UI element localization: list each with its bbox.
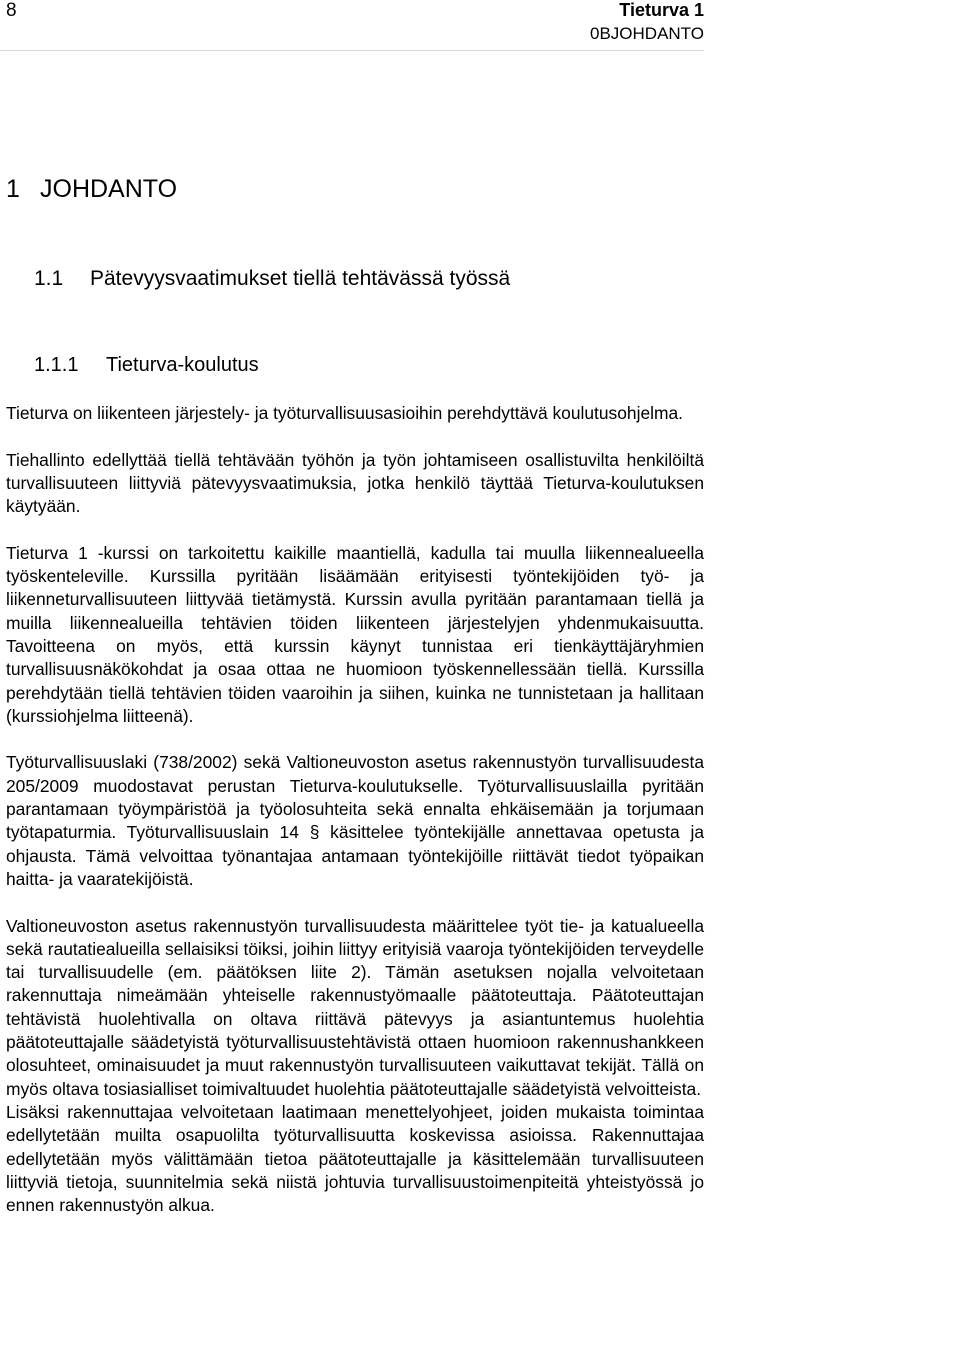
section-title: Pätevyysvaatimukset tiellä tehtävässä työssä	[90, 267, 511, 290]
section-number: 1.1	[34, 267, 64, 290]
subsection-heading	[34, 354, 259, 377]
paragraph-developer: Lisäksi rakennuttajaa velvoitetaan laatimaan menettelyohjeet, joiden mukaista toimintaa edellytetään muilta osapuolilta työturvallisuutta koskevissa asioissa. Rakennuttajaa edellytetään myös välittämään tietoa päätoteuttajalle ja käsittelemään turvallisuuteen liittyviä tietoja, suunnitelmia sekä niistä johtuvia turvallisuustoimenpiteitä yhteistyössä jo ennen rakennustyön alkua.	[6, 1101, 704, 1216]
running-title: Tieturva 1	[619, 0, 704, 20]
paragraph-requirements: Tiehallinto edellyttää tiellä tehtävään työhön ja työn johtamiseen osallistuvilta henkilöiltä turvallisuuteen liittyviä pätevyysvaatimuksia, jotka henkilö täyttää Tieturva-koulutuksen käytyään.	[6, 449, 704, 517]
header-rule	[0, 50, 704, 51]
running-section: 0BJOHDANTO	[590, 24, 704, 43]
paragraph-law: Työturvallisuuslaki (738/2002) sekä Valtioneuvoston asetus rakennustyön turvallisuudesta 205/2009 muodostavat perustan Tieturva-koulutukselle. Työturvallisuuslailla pyritään parantamaan työympäristöä ja työolosuhteita sekä ennalta ehkäisemään ja torjumaan työtapaturmia. Työturvallisuuslain 14 § käsittelee työntekijälle annettavaa opetusta ja ohjausta. Tämä velvoittaa työnantajaa antamaan työntekijöille riittävät tiedot työpaikan haitta- ja vaaratekijöistä.	[6, 752, 704, 889]
paragraph-intro: Tieturva on liikenteen järjestely- ja työturvallisuusasioihin perehdyttävä koulutusohjelma.	[6, 403, 683, 423]
subsection-number: 1.1.1	[34, 354, 79, 376]
body-text	[6, 402, 704, 1217]
chapter-heading	[6, 175, 177, 204]
paragraph-decree: Valtioneuvoston asetus rakennustyön turvallisuudesta määrittelee työt tie- ja katualueella sekä rautatiealueilla sellaisiksi töiksi, joihin liittyy erityisiä vaaroja työntekijöiden terveydelle tai turvallisuudelle (em. päätöksen liite 2). Tämän asetuksen nojalla velvoitetaan rakennuttaja nimeämään yhteiselle rakennustyömaalle päätoteuttaja. Päätoteuttajan tehtävistä huolehtivalla on oltava riittävä pätevyys ja asiantuntemus huolehtia päätoteuttajalle säädetyistä työturvallisuustehtävistä ottaen huomioon rakennushankkeen olosuhteet, ominaisuudet ja muut rakennustyön turvallisuuteen vaikuttavat tekijät. Tällä on myös oltava tosiasialliset toimivaltuudet huolehtia päätoteuttajalle säädetyistä velvoitteista.	[6, 915, 704, 1099]
page-number: 8	[6, 0, 17, 21]
paragraph-course: Tieturva 1 -kurssi on tarkoitettu kaikille maantiellä, kadulla tai muulla liikennealueella työskenteleville. Kurssilla pyritään lisäämään erityisesti työntekijöiden työ- ja liikenneturvallisuuteen liittyvää tietämystä. Kurssin avulla pyritään parantamaan tiellä ja muilla liikennealueilla tehtävien töiden liikenteen järjestelyjen yhdenmukaisuutta. Tavoitteena on myös, että kurssin käynyt tunnistaa eri tienkäyttäjäryhmien turvallisuusnäkökohdat ja osaa ottaa ne huomioon työskennellessään tiellä. Kurssilla perehdytään tiellä tehtävien töiden vaaroihin ja siihen, kuinka ne tunnistetaan ja hallitaan (kurssiohjelma liitteenä).	[6, 542, 704, 726]
subsection-title: Tieturva-koulutus	[106, 354, 259, 376]
chapter-title: JOHDANTO	[40, 175, 178, 203]
chapter-number: 1	[6, 175, 20, 203]
section-heading	[34, 267, 510, 291]
